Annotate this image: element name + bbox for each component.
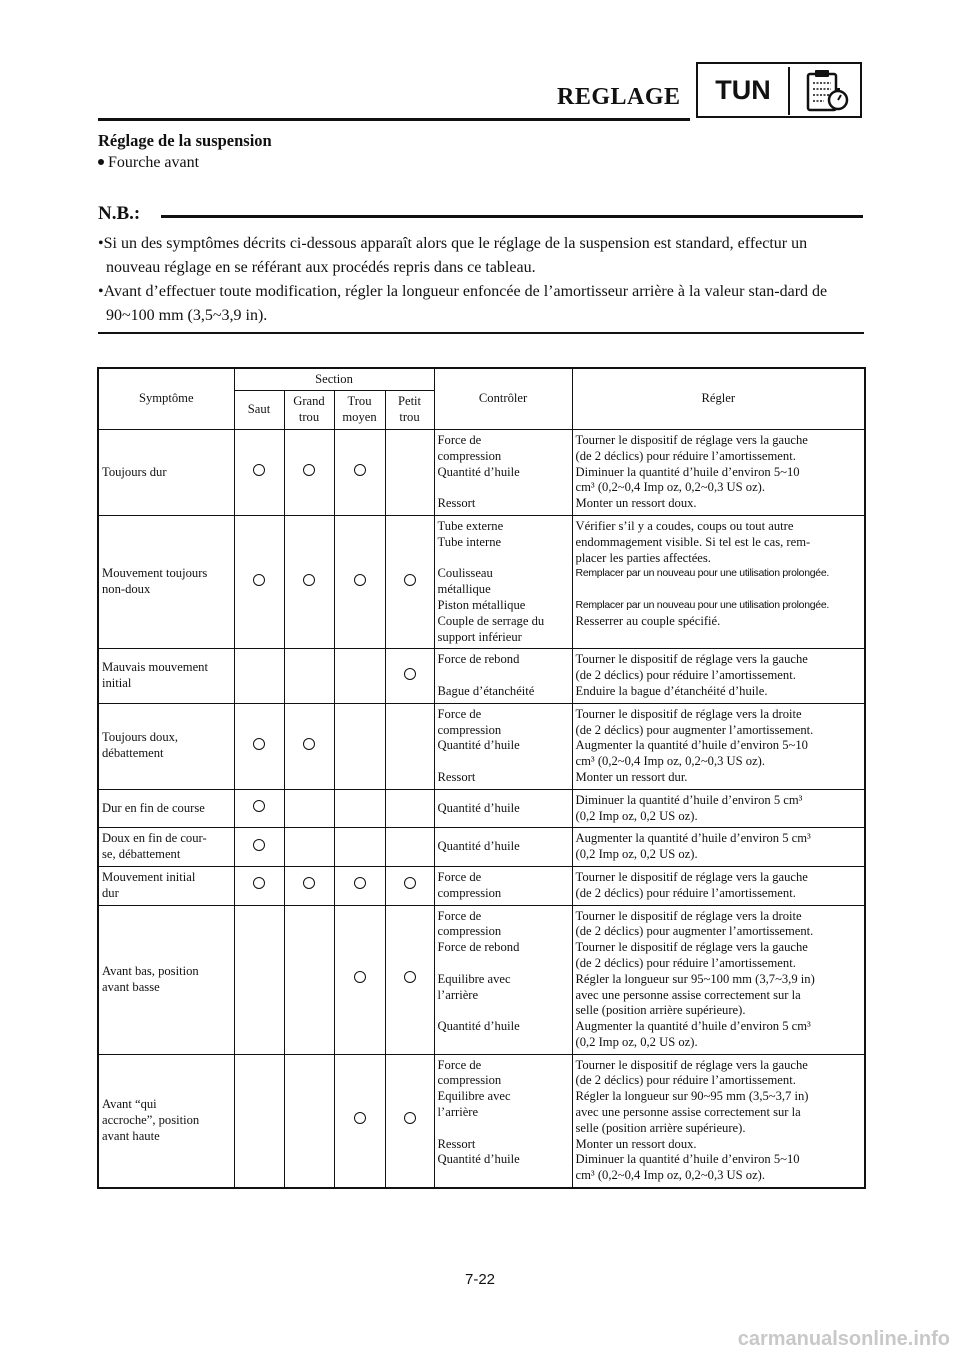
page-header-title: REGLAGE (557, 84, 681, 110)
mark-cell (334, 430, 385, 516)
mark-cell (385, 703, 434, 789)
symptom-cell: Avant bas, position avant basse (98, 905, 234, 1054)
regler-spacer (576, 630, 862, 646)
regler-text: Vérifier s’il y a coudes, coups ou tout autre endommagement visible. Si tel est le cas, rem- placer les parties affectées. (575, 518, 811, 565)
regler-cell: Diminuer la quantité d’huile d’environ 5 cm³ (0,2 Imp oz, 0,2 US oz). (572, 789, 865, 828)
mark-cell (234, 649, 284, 703)
mark-cell (334, 1054, 385, 1188)
table-row (98, 703, 865, 789)
watermark: carmanualsonline.info (737, 1328, 950, 1350)
nb-item (98, 280, 864, 328)
mark-cell (385, 905, 434, 1054)
mark-cell (334, 649, 385, 703)
mark-cell (234, 430, 284, 516)
regler-cell: Tourner le dispositif de réglage vers la gauche (de 2 déclics) pour réduire l’amortissement. Diminuer la quantité d’huile d’environ 5~10 cm³ (0,2~0,4 Imp oz, 0,2~0,3 US oz). Monter un ressort doux. (572, 430, 865, 516)
symptom-cell: Avant “qui accroche”, position avant haute (98, 1054, 234, 1188)
clipboard-stopwatch-icon (798, 68, 854, 114)
col-header-regler: Régler (572, 368, 865, 430)
regler-text-condensed: Remplacer par un nouveau pour une utilisation prolongée. (575, 598, 829, 611)
col-header-saut: Saut (234, 391, 284, 430)
mark-cell (234, 703, 284, 789)
mark-cell (284, 905, 334, 1054)
mark-cell (385, 1054, 434, 1188)
circle-mark-icon (354, 1112, 366, 1124)
col-header-symptom: Symptôme (98, 368, 234, 430)
section-title: Réglage de la suspension (98, 131, 272, 150)
col-header-petit-trou: Petit trou (385, 391, 434, 430)
circle-mark-icon (253, 839, 265, 851)
table-row (98, 430, 865, 516)
mark-cell (284, 866, 334, 905)
circle-mark-icon (253, 877, 265, 889)
col-header-trou-moyen: Trou moyen (334, 391, 385, 430)
regler-cell: Tourner le dispositif de réglage vers la gauche (de 2 déclics) pour réduire l’amortissement. Enduire la bague d’étanchéité d’huile. (572, 649, 865, 703)
nb-bottom-rule (98, 332, 864, 334)
mark-cell (284, 515, 334, 648)
tun-badge-label: TUN (715, 75, 771, 105)
regler-cell: Tourner le dispositif de réglage vers la gauche (de 2 déclics) pour réduire l’amortissement. Régler la longueur sur 90~95 mm (3,5~3,7 in) avec une personne assise correctement sur la selle (position arrière supérieure). Monter un ressort doux. Diminuer la quantité d’huile d’environ 5~10 cm³ (0,2~0,4 Imp oz, 0,2~0,3 US oz). (572, 1054, 865, 1188)
col-header-section: Section (234, 368, 434, 391)
table-row (98, 866, 865, 905)
symptom-cell: Mouvement toujours non-doux (98, 515, 234, 648)
table-row (98, 789, 865, 828)
mark-cell (334, 789, 385, 828)
circle-mark-icon (404, 971, 416, 983)
mark-cell (385, 649, 434, 703)
mark-cell (234, 789, 284, 828)
table-row (98, 828, 865, 867)
controler-cell: Force de compression Equilibre avec l’arrière Ressort Quantité d’huile (434, 1054, 572, 1188)
regler-cell: Tourner le dispositif de réglage vers la droite (de 2 déclics) pour augmenter l’amortissement. Augmenter la quantité d’huile d’environ 5~10 cm³ (0,2~0,4 Imp oz, 0,2~0,3 US oz). Monter un ressort dur. (572, 703, 865, 789)
table-row (98, 905, 865, 1054)
controler-cell: Force de compression Quantité d’huile Ressort (434, 430, 572, 516)
mark-cell (234, 515, 284, 648)
symptom-cell: Mauvais mouvement initial (98, 649, 234, 703)
controler-cell: Quantité d’huile (434, 789, 572, 828)
mark-cell (284, 828, 334, 867)
regler-spacer (576, 582, 862, 598)
mark-cell (385, 789, 434, 828)
mark-cell (334, 703, 385, 789)
circle-mark-icon (354, 464, 366, 476)
table-row (98, 649, 865, 703)
regler-cell: Augmenter la quantité d’huile d’environ 5 cm³ (0,2 Imp oz, 0,2 US oz). (572, 828, 865, 867)
mark-cell (385, 828, 434, 867)
mark-cell (385, 515, 434, 648)
circle-mark-icon (303, 877, 315, 889)
mark-cell (385, 430, 434, 516)
controler-cell: Quantité d’huile (434, 828, 572, 867)
page-number: 7-22 (464, 1271, 496, 1288)
controler-cell: Force de compression (434, 866, 572, 905)
nb-item (98, 232, 864, 280)
circle-mark-icon (404, 668, 416, 680)
section-subtitle-text: Fourche avant (108, 154, 200, 171)
symptom-cell: Toujours doux, débattement (98, 703, 234, 789)
circle-mark-icon (303, 574, 315, 586)
nb-item-text: •Si un des symptômes décrits ci-dessous apparaît alors que le réglage de la suspension est standard, effectur un nouveau réglage en se référant aux procédés repris dans ce tableau. (98, 235, 808, 276)
controler-cell: Force de rebond Bague d’étanchéité (434, 649, 572, 703)
circle-mark-icon (354, 877, 366, 889)
mark-cell (284, 649, 334, 703)
tun-badge (696, 62, 862, 118)
circle-mark-icon (303, 738, 315, 750)
circle-mark-icon (303, 464, 315, 476)
nb-item-text: •Avant d’effectuer toute modification, régler la longueur enfoncée de l’amortisseur arrière à la valeur stan-dard de 90~100 mm (3,5~3,9 in). (98, 283, 828, 324)
mark-cell (284, 789, 334, 828)
circle-mark-icon (404, 574, 416, 586)
circle-mark-icon (253, 800, 265, 812)
regler-cell: Tourner le dispositif de réglage vers la gauche (de 2 déclics) pour réduire l’amortissement. (572, 866, 865, 905)
col-header-grand-trou: Grand trou (284, 391, 334, 430)
header-rule (98, 118, 690, 121)
circle-mark-icon (404, 877, 416, 889)
nb-label: N.B.: (98, 203, 141, 224)
col-header-controler: Contrôler (434, 368, 572, 430)
regler-text-condensed: Remplacer par un nouveau pour une utilisation prolongée. (575, 567, 829, 580)
mark-cell (234, 1054, 284, 1188)
circle-mark-icon (404, 1112, 416, 1124)
suspension-table (97, 367, 866, 1189)
circle-mark-icon (253, 738, 265, 750)
symptom-cell: Toujours dur (98, 430, 234, 516)
table-row (98, 515, 865, 648)
circle-mark-icon (253, 464, 265, 476)
nb-rule (161, 215, 863, 218)
controler-cell: Force de compression Force de rebond Equilibre avec l’arrière Quantité d’huile (434, 905, 572, 1054)
regler-cell (572, 515, 865, 648)
mark-cell (284, 703, 334, 789)
mark-cell (334, 515, 385, 648)
table-row (98, 1054, 865, 1188)
tun-badge-separator (788, 67, 790, 115)
section-subtitle (98, 154, 199, 172)
bullet-icon (98, 159, 104, 165)
circle-mark-icon (354, 574, 366, 586)
circle-mark-icon (253, 574, 265, 586)
mark-cell (334, 828, 385, 867)
circle-mark-icon (354, 971, 366, 983)
regler-text: Resserrer au couple spécifié. (575, 613, 721, 628)
mark-cell (334, 905, 385, 1054)
mark-cell (234, 866, 284, 905)
regler-cell: Tourner le dispositif de réglage vers la droite (de 2 déclics) pour augmenter l’amortissement. Tourner le dispositif de réglage vers la gauche (de 2 déclics) pour réduire l’amortissement. Régler la longueur sur 95~100 mm (3,7~3,9 in) avec une personne assise correctement sur la selle (position arrière supérieure). Augmenter la quantité d’huile d’environ 5 cm³ (0,2 Imp oz, 0,2 US oz). (572, 905, 865, 1054)
symptom-cell: Mouvement initial dur (98, 866, 234, 905)
mark-cell (284, 430, 334, 516)
mark-cell (284, 1054, 334, 1188)
mark-cell (234, 905, 284, 1054)
mark-cell (385, 866, 434, 905)
mark-cell (334, 866, 385, 905)
mark-cell (234, 828, 284, 867)
controler-cell: Tube externe Tube interne Coulisseau métallique Piston métallique Couple de serrage du support inférieur (434, 515, 572, 648)
symptom-cell: Dur en fin de course (98, 789, 234, 828)
symptom-cell: Doux en fin de cour- se, débattement (98, 828, 234, 867)
controler-cell: Force de compression Quantité d’huile Ressort (434, 703, 572, 789)
